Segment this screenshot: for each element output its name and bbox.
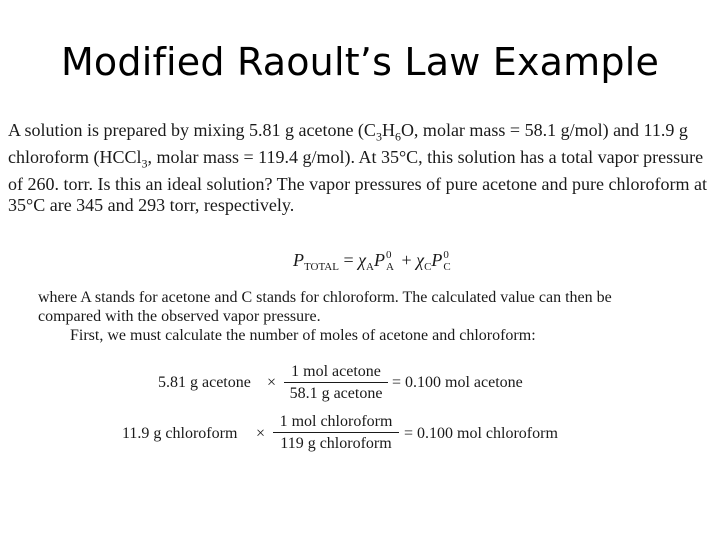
instruction-text: First, we must calculate the number of moles of acetone and chloroform:: [70, 327, 536, 344]
fraction-denominator: 58.1 g acetone: [289, 385, 383, 402]
multiply-sign: ×: [267, 374, 277, 391]
acetone-given: 5.81 g acetone: [158, 374, 251, 391]
chloroform-result: = 0.100 mol chloroform: [404, 425, 558, 442]
plus-sign: +: [401, 250, 412, 270]
equals-sign: =: [343, 250, 354, 270]
pressure-symbol: P: [293, 250, 304, 270]
total-subscript: TOTAL: [304, 261, 339, 273]
zero-superscript: 0: [386, 248, 392, 261]
slide-title: Modified Raoult’s Law Example: [60, 40, 660, 84]
problem-text: , molar mass = 119.4 g/mol). At 35°C, this solution has a total vapor pressure of 260. torr. Is this an ideal solution? The vapor pressures of pure acetone and pure chloroform at 35°C are 345 and 293 torr, respectively.: [8, 147, 707, 215]
problem-text: A solution is prepared by mixing 5.81 g acetone (C: [8, 120, 376, 140]
fraction-numerator: 1 mol acetone: [284, 363, 388, 383]
subscript: 6: [394, 129, 401, 144]
fraction-denominator: 119 g chloroform: [280, 435, 392, 452]
subscript: 3: [141, 156, 148, 171]
problem-text: O, molar mass = 58.1 g/mol) and 11.9 g chloroform (HCCl: [8, 120, 688, 168]
chloroform-subscript: C: [443, 260, 451, 273]
problem-text: H: [381, 120, 395, 140]
multiply-sign: ×: [256, 425, 266, 442]
acetone-subscript: A: [386, 260, 394, 273]
chloroform-given: 11.9 g chloroform: [122, 425, 238, 442]
acetone-subscript: A: [366, 261, 374, 273]
fraction-numerator: 1 mol chloroform: [273, 413, 399, 433]
pressure-symbol: P: [431, 250, 443, 270]
chloroform-subscript: C: [424, 261, 432, 273]
acetone-result: = 0.100 mol acetone: [392, 374, 523, 391]
explanation-text: where A stands for acetone and C stands for chloroform. The calculated value can then be compared with the observed vapor pressure.: [38, 289, 612, 325]
zero-superscript: 0: [443, 248, 449, 261]
mole-fraction-symbol: χ: [416, 250, 425, 270]
subscript: 3: [375, 129, 382, 144]
mole-fraction-symbol: χ: [358, 250, 367, 270]
pressure-symbol: P: [374, 250, 385, 270]
chloroform-fraction: [273, 413, 399, 453]
